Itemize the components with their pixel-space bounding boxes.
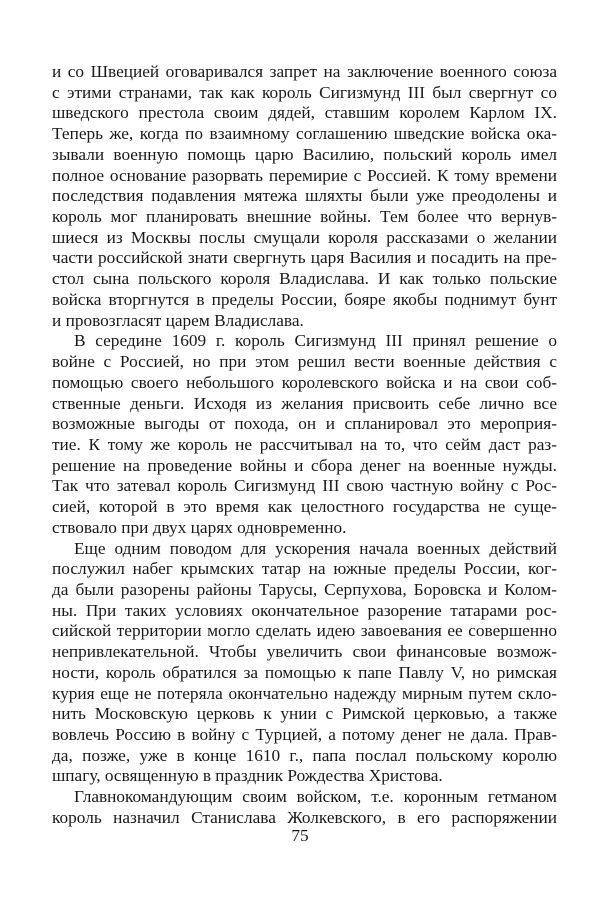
text-line: ствовало при двух царях одновременно.: [52, 517, 347, 537]
paragraph: [52, 787, 557, 828]
text-line: полное основание разорвать перемирие с Россией. К тому времени: [52, 165, 557, 185]
text-line: войска вторгнутся в пределы России, бояре якобы поднимут бунт: [52, 289, 557, 309]
text-line: курия еще не потеряла окончательно надежду мирным путем скло-: [52, 683, 557, 703]
paragraph: [52, 539, 557, 788]
page-number: 75: [291, 826, 309, 845]
text-line: решение на проведение войны и сбора денег на военные нужды.: [52, 455, 557, 475]
text-line: да были разорены районы Тарусы, Серпухова, Боровска и Колом-: [52, 579, 557, 599]
text-line: король мог планировать внешние войны. Тем более что вернув-: [52, 207, 557, 227]
text-line: непривлекательной. Чтобы увеличить свои финансовые возмож-: [52, 642, 557, 662]
text-line: и со Швецией оговаривался запрет на заключение военного союза: [52, 62, 557, 81]
paragraph: [52, 62, 557, 331]
text-line: с этими странами, так как король Сигизмунд III был свергнут со: [52, 82, 557, 102]
text-line: возможные выгоды от похода, он и спланировал это мероприя-: [52, 414, 557, 434]
text-line: ности, король обратился за помощью к папе Павлу V, но римская: [52, 662, 557, 682]
text-line: тие. К тому же король не рассчитывал на то, что сейм даст раз-: [52, 434, 557, 454]
text-line: шведского престола своим дядей, ставшим королем Карлом IX.: [52, 103, 557, 123]
text-line: король назначил Станислава Жолкевского, в его распоряжении: [52, 807, 557, 827]
text-line: последствия подавления мятежа шляхты были уже преодолены и: [52, 186, 557, 206]
paragraph: [52, 331, 557, 538]
text-line: и провозгласят царем Владислава.: [52, 310, 304, 330]
text-line: ственные деньги. Исходя из желания присвоить себе лично все: [52, 393, 557, 413]
text-line: ны. При таких условиях окончательное разорение татарами рос-: [52, 600, 557, 620]
text-line: шиеся из Москвы послы смущали короля рассказами о желании: [52, 227, 557, 247]
text-line: части российской знати свергнуть царя Василия и посадить на пре-: [52, 248, 557, 268]
text-line: нить Московскую церковь к унии с Римской церковью, а также: [52, 704, 557, 724]
text-line: стол сына польского короля Владислава. И как только польские: [52, 269, 557, 289]
text-line: послужил набег крымских татар на южные пределы России, ког-: [52, 559, 557, 579]
text-line: вовлечь Россию в войну с Турцией, а потому денег не дала. Прав-: [52, 725, 557, 744]
page-body-text: [52, 62, 557, 829]
text-line: зывали военную помощь царю Василию, польский король имел: [52, 144, 557, 164]
text-line: Теперь же, когда по взаимному соглашению шведские войска ока-: [52, 124, 557, 144]
text-line: войне с Россией, но при этом решил вести военные действия с: [52, 352, 557, 372]
text-line: да, позже, уже в конце 1610 г., папа послал польскому королю: [52, 745, 557, 765]
text-line: сийской территории могло сделать идею завоевания ее совершенно: [52, 621, 557, 641]
text-line: Так что затевал король Сигизмунд III свою частную войну с Рос-: [52, 476, 557, 496]
text-line: помощью своего небольшого королевского войска и на свои соб-: [52, 372, 557, 392]
text-line: Главнокомандующим своим войском, т.е. коронным гетманом: [74, 787, 557, 807]
text-line: сией, которой в это время как целостного государства не суще-: [52, 497, 557, 517]
text-line: Еще одним поводом для ускорения начала военных действий: [74, 538, 557, 558]
text-line: В середине 1609 г. король Сигизмунд III принял решение о: [74, 331, 557, 351]
text-line: шпагу, освященную в праздник Рождества Христова.: [52, 766, 443, 786]
